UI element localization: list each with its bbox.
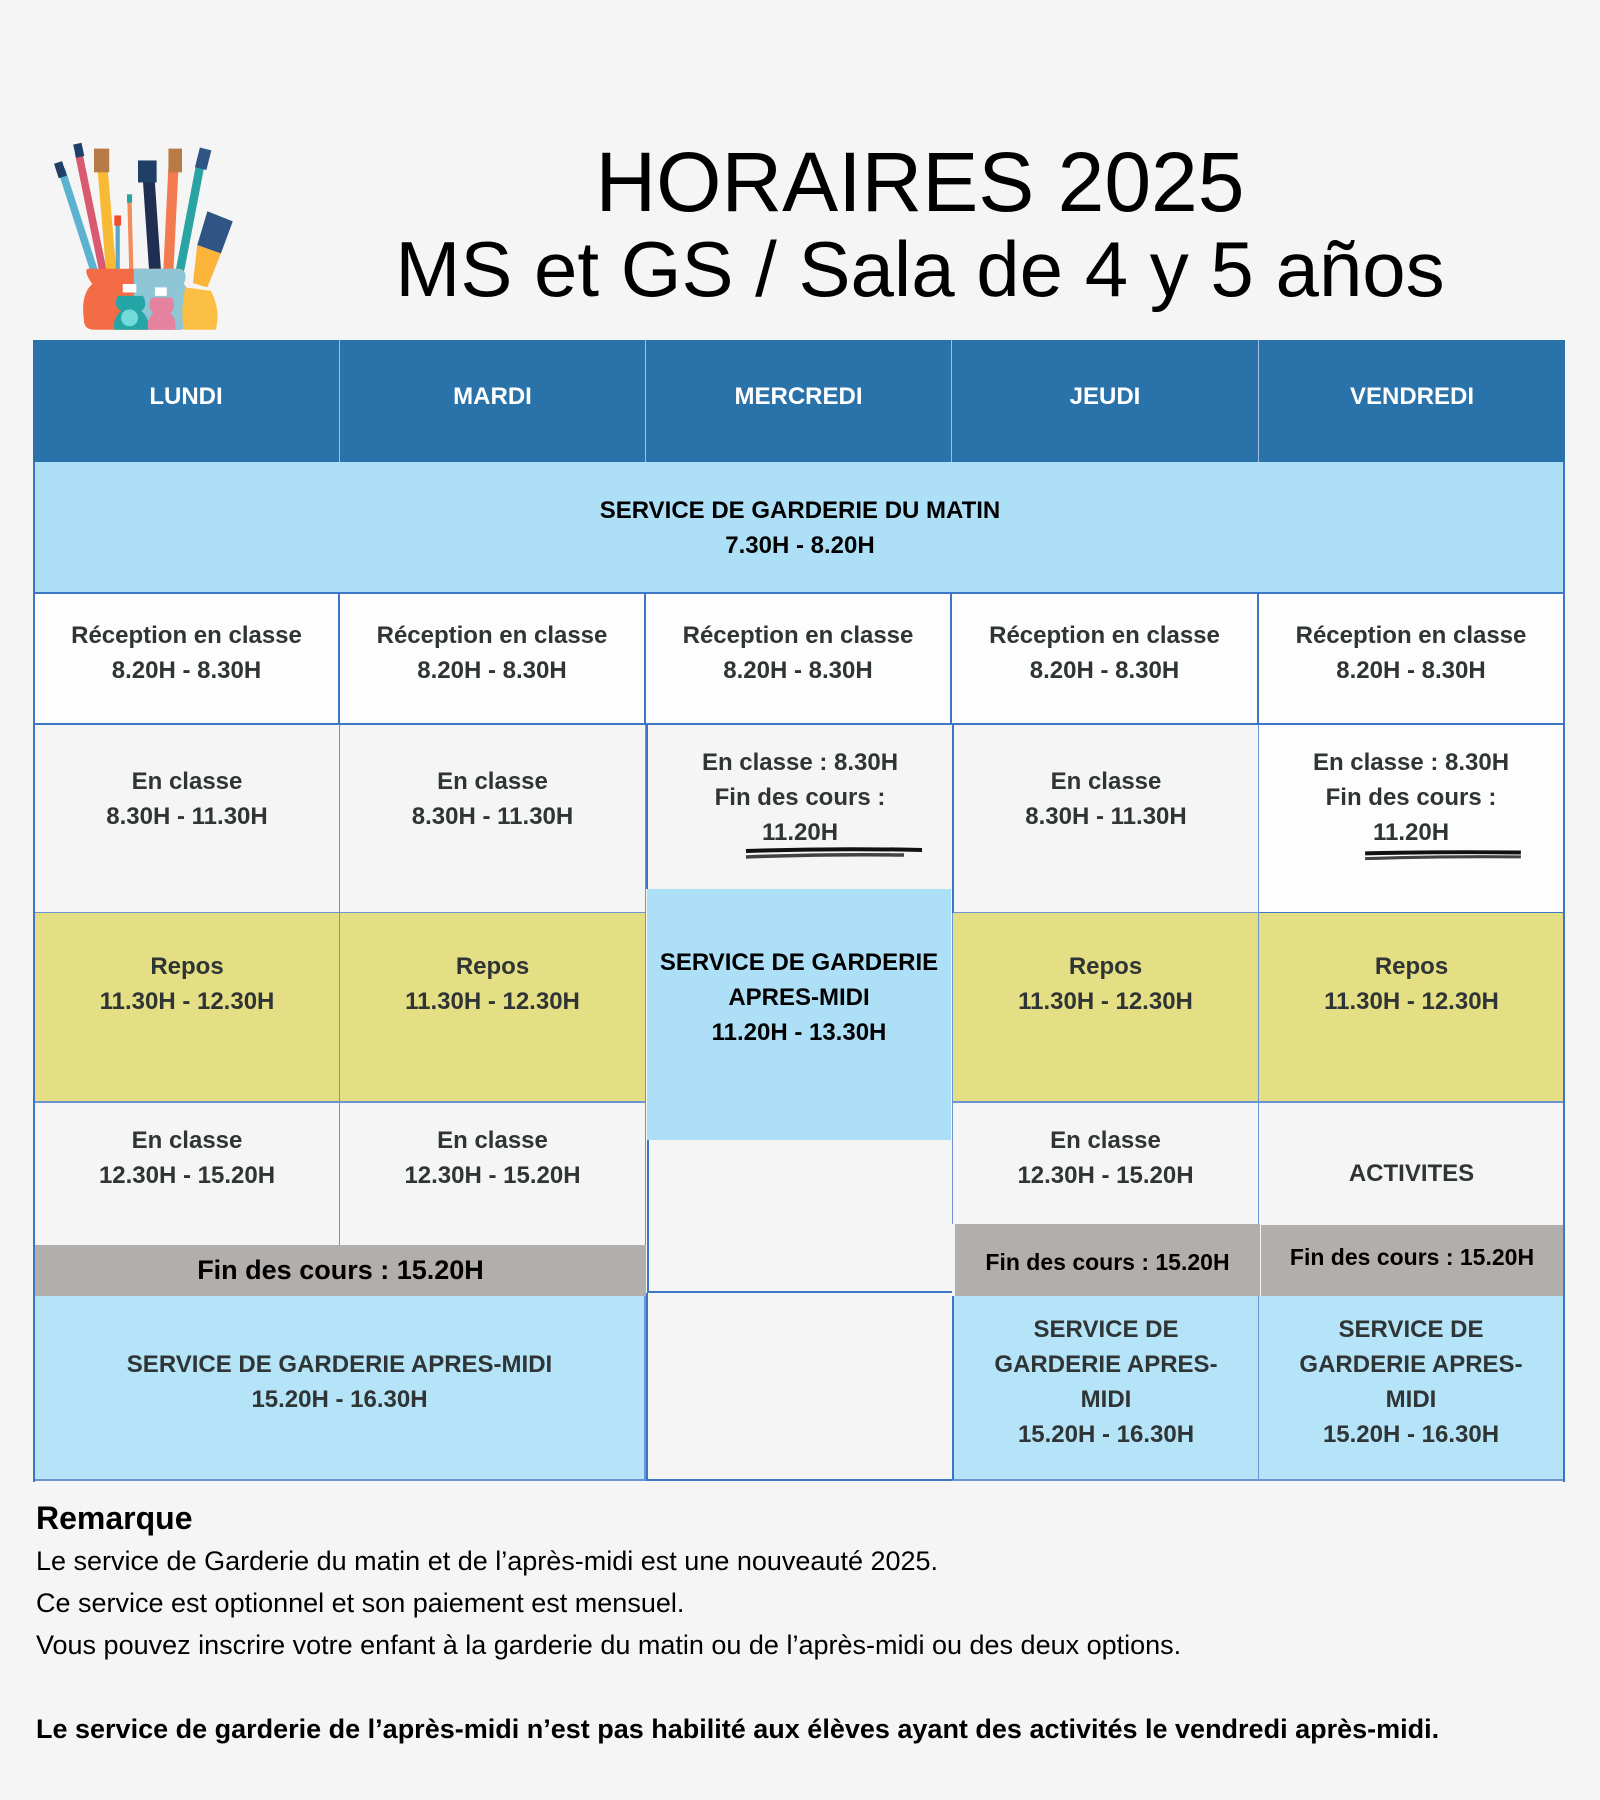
title-line-1: HORAIRES 2025 — [595, 135, 1245, 229]
afternoon-garderie-cell-lundi-mardi — [33, 1296, 646, 1481]
class-time: 8.30H - 11.30H — [106, 802, 268, 830]
class-end-label: Fin des cours : — [714, 784, 886, 811]
reception-label: Réception en classe — [376, 622, 608, 649]
reception-cell-mardi — [340, 594, 646, 725]
reception-time: 8.20H - 8.30H — [1336, 657, 1486, 684]
afternoon-garderie-title: MIDI — [1080, 1386, 1132, 1413]
reception-cell-vendredi — [1259, 594, 1565, 725]
class-label: En classe — [1050, 1127, 1161, 1154]
day-label: JEUDI — [1069, 382, 1141, 410]
morning-class-cell-mercredi — [646, 725, 952, 889]
fin-cours-label: Fin des cours : 15.20H — [985, 1248, 1230, 1275]
grid-line — [33, 462, 35, 1482]
repos-time: 11.30H - 12.30H — [405, 988, 580, 1015]
class-end-time: 11.20H — [761, 819, 839, 846]
fin-cours-bar-jeudi — [955, 1224, 1260, 1296]
class-start: En classe : 8.30H — [701, 749, 899, 776]
day-label: VENDREDI — [1349, 382, 1475, 410]
remarks-bold-note: Le service de garderie de l’après-midi n’est pas habilité aux élèves ayant des activités le vendredi après-midi. — [36, 1714, 1440, 1744]
class-label: En classe — [437, 767, 548, 795]
empty-cell-mercredi-afternoon — [647, 1140, 952, 1293]
title-line-2: MS et GS / Sala de 4 y 5 años — [395, 225, 1445, 313]
afternoon-garderie-title: SERVICE DE GARDERIE APRES-MIDI — [126, 1350, 553, 1378]
column-header-mardi — [340, 340, 646, 462]
day-label: MARDI — [453, 382, 532, 410]
reception-label: Réception en classe — [71, 622, 302, 649]
class-time: 12.30H - 15.20H — [98, 1162, 276, 1189]
morning-class-cell-jeudi — [952, 725, 1259, 914]
empty-cell-mercredi-garderie — [646, 1293, 952, 1481]
repos-time: 11.30H - 12.30H — [1018, 988, 1193, 1015]
reception-cell-lundi — [33, 594, 340, 725]
column-header-jeudi — [952, 340, 1259, 462]
reception-time: 8.20H - 8.30H — [1029, 657, 1180, 684]
repos-label: Repos — [1068, 953, 1143, 980]
class-label: En classe — [437, 1127, 548, 1154]
reception-time: 8.20H - 8.30H — [723, 657, 873, 684]
afternoon-garderie-title: GARDERIE APRES- — [994, 1351, 1218, 1378]
repos-time: 11.30H - 12.30H — [1324, 988, 1499, 1015]
reception-label: Réception en classe — [1295, 622, 1527, 649]
class-time: 8.30H - 11.30H — [411, 802, 574, 830]
afternoon-garderie-title: GARDERIE APRES- — [1299, 1351, 1523, 1378]
morning-class-cell-vendredi — [1259, 725, 1565, 914]
repos-time: 11.30H - 12.30H — [99, 988, 275, 1015]
morning-garderie-cell — [33, 462, 1565, 593]
morning-class-cell-mardi — [340, 725, 646, 914]
morning-class-cell-lundi — [33, 725, 340, 914]
fin-cours-bar-lundi-mardi — [35, 1245, 646, 1296]
remarks-line: Ce service est optionnel et son paiement est mensuel. — [36, 1588, 685, 1618]
remarks-line: Le service de Garderie du matin et de l’après-midi est une nouveauté 2025. — [36, 1546, 939, 1576]
class-time: 8.30H - 11.30H — [1025, 802, 1187, 830]
class-label: En classe — [131, 1127, 243, 1154]
repos-cell-mardi — [340, 913, 646, 1103]
spacer — [36, 1666, 1576, 1708]
class-label: En classe — [131, 767, 243, 795]
repos-label: Repos — [455, 953, 530, 980]
repos-cell-vendredi — [1259, 913, 1565, 1103]
afternoon-class-cell-mardi — [340, 1103, 646, 1245]
wednesday-garderie-subtitle: APRES-MIDI — [728, 984, 870, 1011]
afternoon-class-cell-lundi — [33, 1103, 340, 1245]
reception-time: 8.20H - 8.30H — [417, 657, 567, 684]
repos-label: Repos — [1374, 953, 1449, 980]
class-start: En classe : 8.30H — [1312, 749, 1510, 776]
class-end-time: 11.20H — [1372, 819, 1450, 846]
day-label: LUNDI — [149, 382, 223, 410]
column-header-vendredi — [1259, 340, 1565, 462]
activites-label: ACTIVITES — [1348, 1160, 1475, 1187]
fin-cours-label: Fin des cours : 15.20H — [197, 1255, 484, 1285]
repos-label: Repos — [150, 953, 224, 980]
afternoon-class-cell-jeudi — [952, 1103, 1259, 1224]
remarks-heading: Remarque — [36, 1500, 193, 1536]
afternoon-garderie-title: SERVICE DE — [1338, 1316, 1484, 1343]
class-label: En classe — [1050, 767, 1162, 795]
day-label: MERCREDI — [734, 382, 863, 410]
reception-time: 8.20H - 8.30H — [111, 657, 262, 684]
class-time: 12.30H - 15.20H — [1017, 1162, 1194, 1189]
repos-cell-lundi — [33, 913, 340, 1103]
activites-cell-vendredi — [1259, 1103, 1565, 1224]
afternoon-garderie-title: MIDI — [1385, 1386, 1437, 1413]
reception-label: Réception en classe — [989, 622, 1220, 649]
afternoon-garderie-time: 15.20H - 16.30H — [1017, 1421, 1195, 1448]
fin-cours-label: Fin des cours : 15.20H — [1289, 1243, 1535, 1270]
repos-cell-jeudi — [952, 913, 1259, 1103]
brush-underline-icon — [1352, 849, 1534, 863]
reception-label: Réception en classe — [682, 622, 914, 649]
morning-garderie-title: SERVICE DE GARDERIE DU MATIN — [599, 496, 1001, 524]
wednesday-garderie-title: SERVICE DE GARDERIE — [659, 949, 939, 976]
wednesday-garderie-time: 11.20H - 13.30H — [711, 1019, 887, 1046]
fin-cours-bar-vendredi — [1261, 1225, 1563, 1297]
column-header-mercredi — [646, 340, 952, 462]
column-header-lundi — [33, 340, 340, 462]
afternoon-garderie-title: SERVICE DE — [1033, 1316, 1179, 1343]
grid-line — [1563, 462, 1565, 1482]
afternoon-garderie-cell-vendredi — [1259, 1296, 1565, 1481]
reception-cell-jeudi — [952, 594, 1259, 725]
wednesday-garderie-cell — [647, 889, 951, 1140]
remarks-line: Vous pouvez inscrire votre enfant à la garderie du matin ou de l’après-midi ou des deux options. — [36, 1630, 1182, 1660]
class-time: 12.30H - 15.20H — [404, 1162, 581, 1189]
morning-garderie-time: 7.30H - 8.20H — [725, 531, 875, 559]
class-end-label: Fin des cours : — [1325, 784, 1497, 811]
reception-cell-mercredi — [646, 594, 952, 725]
afternoon-garderie-time: 15.20H - 16.30H — [1322, 1421, 1500, 1448]
afternoon-garderie-cell-jeudi — [952, 1296, 1259, 1481]
remarks-section — [36, 1496, 1576, 1750]
brush-underline-icon — [744, 847, 924, 861]
afternoon-garderie-time: 15.20H - 16.30H — [251, 1385, 428, 1413]
